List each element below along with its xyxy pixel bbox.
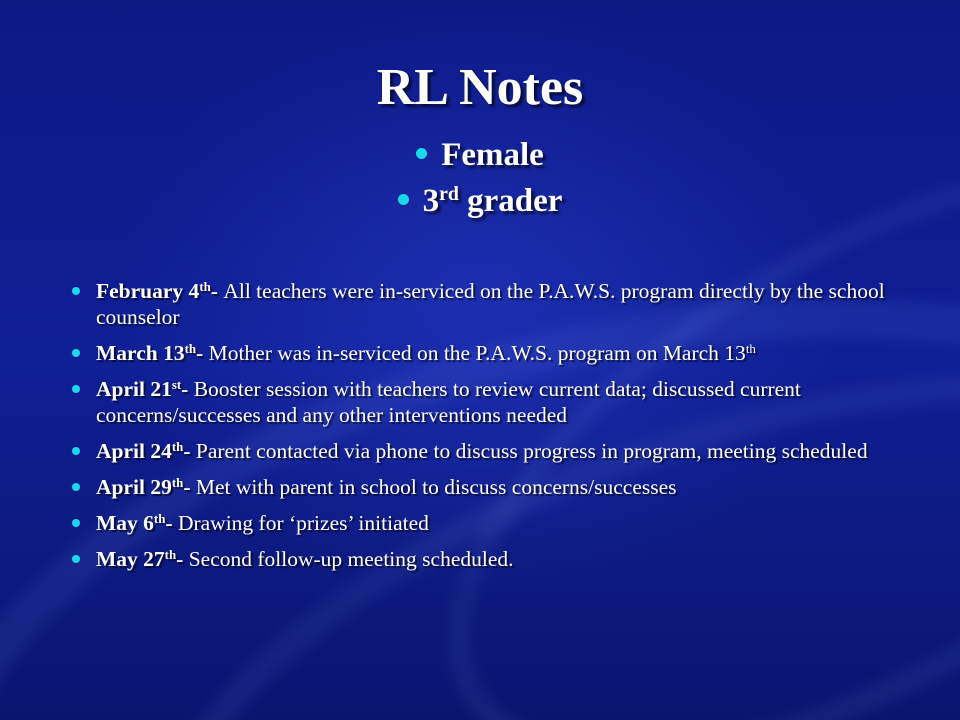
item-text: Second follow-up meeting scheduled. — [188, 547, 514, 571]
bullet-dot-icon — [72, 519, 80, 527]
item-date: March 13 — [96, 341, 185, 365]
item-date-superscript: th — [199, 279, 211, 294]
bullet-dot-icon — [72, 483, 80, 491]
subtitle-item — [0, 132, 960, 178]
timeline-list — [72, 278, 902, 582]
item-separator: - — [176, 547, 189, 571]
bullet-dot-icon — [72, 349, 80, 357]
item-date: April 29 — [96, 475, 172, 499]
item-date: May 6 — [96, 511, 154, 535]
item-text: Parent contacted via phone to discuss progress in program, meeting scheduled — [195, 439, 868, 463]
item-date: April 21 — [96, 377, 172, 401]
item-text-superscript: th — [745, 341, 756, 356]
subtitle-text: 3 — [422, 183, 440, 219]
item-text: Booster session with teachers to review current data; discussed current concerns/successes and any other interventions needed — [96, 377, 801, 427]
bullet-dot-icon — [72, 385, 80, 393]
bullet-dot-icon — [398, 194, 409, 205]
bullet-dot-icon — [72, 287, 80, 295]
list-item — [72, 376, 902, 428]
item-date: May 27 — [96, 547, 165, 571]
item-text: All teachers were in-serviced on the P.A.W.S. program directly by the school counselor — [96, 279, 885, 329]
bullet-dot-icon — [72, 555, 80, 563]
subtitle-superscript: rd — [439, 183, 459, 206]
subtitle-text: Female — [441, 137, 544, 173]
item-separator: - — [183, 475, 196, 499]
item-date-superscript: th — [171, 475, 184, 490]
item-date: February 4 — [96, 279, 200, 303]
item-separator: - — [181, 377, 194, 401]
list-item — [72, 546, 902, 572]
bullet-dot-icon — [416, 148, 427, 159]
item-text: Mother was in-serviced on the P.A.W.S. program on March 13 — [208, 341, 746, 365]
item-separator: - — [183, 439, 196, 463]
list-item — [72, 510, 902, 536]
list-item — [72, 278, 902, 330]
list-item — [72, 340, 902, 366]
bullet-dot-icon — [72, 447, 80, 455]
item-text: Drawing for ‘prizes’ initiated — [177, 511, 429, 535]
subtitle-text-after: grader — [458, 183, 563, 219]
item-date-superscript: st — [171, 377, 182, 392]
item-separator: - — [210, 279, 224, 303]
item-date: April 24 — [96, 439, 172, 463]
item-date-superscript: th — [164, 547, 177, 562]
item-separator: - — [196, 341, 209, 365]
slide-title: RL Notes — [376, 59, 584, 116]
item-date-superscript: th — [153, 511, 166, 526]
item-text: Met with parent in school to discuss concerns/successes — [195, 475, 677, 499]
item-separator: - — [165, 511, 178, 535]
list-item — [72, 474, 902, 500]
list-item — [72, 438, 902, 464]
subtitle-item — [0, 178, 960, 224]
subtitle-list — [0, 132, 960, 224]
item-date-superscript: th — [184, 341, 197, 356]
item-date-superscript: th — [171, 439, 184, 454]
